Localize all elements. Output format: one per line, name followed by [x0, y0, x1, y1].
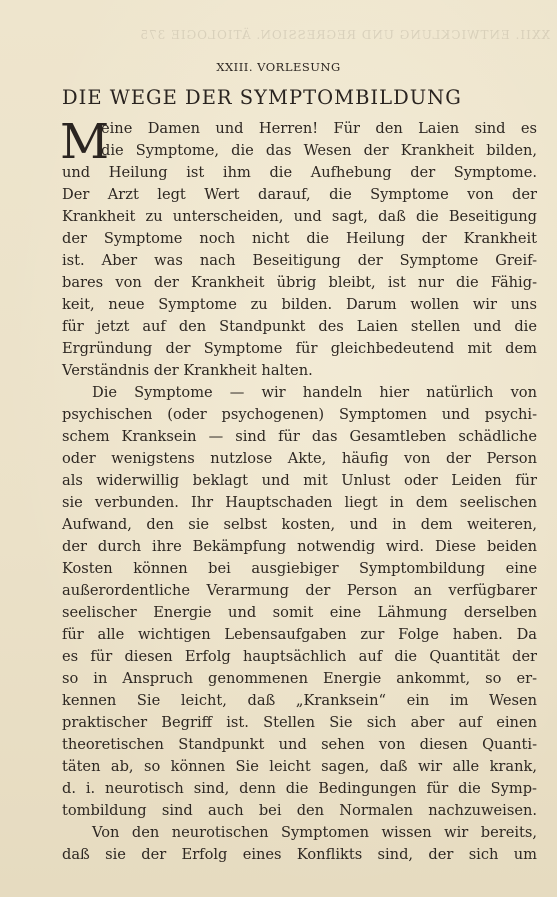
text-line: bares von der Krankheit übrig bleibt, ist nur die Fähig-	[62, 274, 537, 291]
text-line: es für diesen Erfolg hauptsächlich auf die Quantität der	[62, 648, 537, 665]
text-line: kennen Sie leicht, daß „Kranksein“ ein im Wesen	[62, 692, 537, 709]
text-line: ist. Aber was nach Beseitigung der Symptome Greif-	[62, 252, 537, 269]
text-line: keit, neue Symptome zu bilden. Darum wollen wir uns	[62, 296, 537, 313]
text-line: tombildung sind auch bei den Normalen nachzuweisen.	[62, 802, 537, 819]
text-line: sie verbunden. Ihr Hauptschaden liegt in dem seelischen	[62, 494, 537, 511]
text-line: die Symptome, die das Wesen der Krankheit bilden,	[101, 142, 537, 159]
text-line: Die Symptome — wir handeln hier natürlich von	[92, 384, 537, 401]
text-line: täten ab, so können Sie leicht sagen, daß wir alle krank,	[62, 758, 537, 775]
text-line: d. i. neurotisch sind, denn die Bedingungen für die Symp-	[62, 780, 537, 797]
text-line: der durch ihre Bekämpfung notwendig wird. Diese beiden	[62, 538, 537, 555]
text-line: Von den neurotischen Symptomen wissen wir bereits,	[92, 824, 537, 841]
text-line: für jetzt auf den Standpunkt des Laien stellen und die	[62, 318, 537, 335]
text-line: Der Arzt legt Wert darauf, die Symptome von der	[62, 186, 537, 203]
text-line: Aufwand, den sie selbst kosten, und in dem weiteren,	[62, 516, 537, 533]
text-line: oder wenigstens nutzlose Akte, häufig von der Person	[62, 450, 537, 467]
text-line: Krankheit zu unterscheiden, und sagt, daß die Beseitigung	[62, 208, 537, 225]
text-line: so in Anspruch genommenen Energie ankommt, so er-	[62, 670, 537, 687]
text-line: schem Kranksein — sind für das Gesamtleben schädliche	[62, 428, 537, 445]
text-line: Kosten können bei ausgiebiger Symptombildung eine	[62, 560, 537, 577]
text-line: als widerwillig beklagt und mit Unlust oder Leiden für	[62, 472, 537, 489]
text-line: praktischer Begriff ist. Stellen Sie sich aber auf einen	[62, 714, 537, 731]
text-line: für alle wichtigen Lebensaufgaben zur Folge haben. Da	[62, 626, 537, 643]
bleed-through-text: XXII. ENTWICKLUNG UND REGRESSION. ÄTIOLOGIE 375	[139, 28, 550, 42]
text-line: und Heilung ist ihm die Aufhebung der Symptome.	[62, 164, 537, 181]
text-line: daß sie der Erfolg eines Konflikts sind, der sich um	[62, 846, 537, 863]
text-line: außerordentliche Verarmung der Person an verfügbarer	[62, 582, 537, 599]
text-line: seelischer Energie und somit eine Lähmung derselben	[62, 604, 537, 621]
text-line: Ergründung der Symptome für gleichbedeutend mit dem	[62, 340, 537, 357]
chapter-title: DIE WEGE DER SYMPTOMBILDUNG	[62, 86, 462, 109]
text-line: theoretischen Standpunkt und sehen von diesen Quanti-	[62, 736, 537, 753]
drop-cap: M	[60, 114, 110, 170]
text-line: psychischen (oder psychogenen) Symptomen und psychi-	[62, 406, 537, 423]
text-line: Verständnis der Krankheit halten.	[62, 362, 313, 379]
running-head: XXIII. VORLESUNG	[216, 60, 341, 74]
text-line: eine Damen und Herren! Für den Laien sind es	[101, 120, 537, 137]
text-line: der Symptome noch nicht die Heilung der Krankheit	[62, 230, 537, 247]
